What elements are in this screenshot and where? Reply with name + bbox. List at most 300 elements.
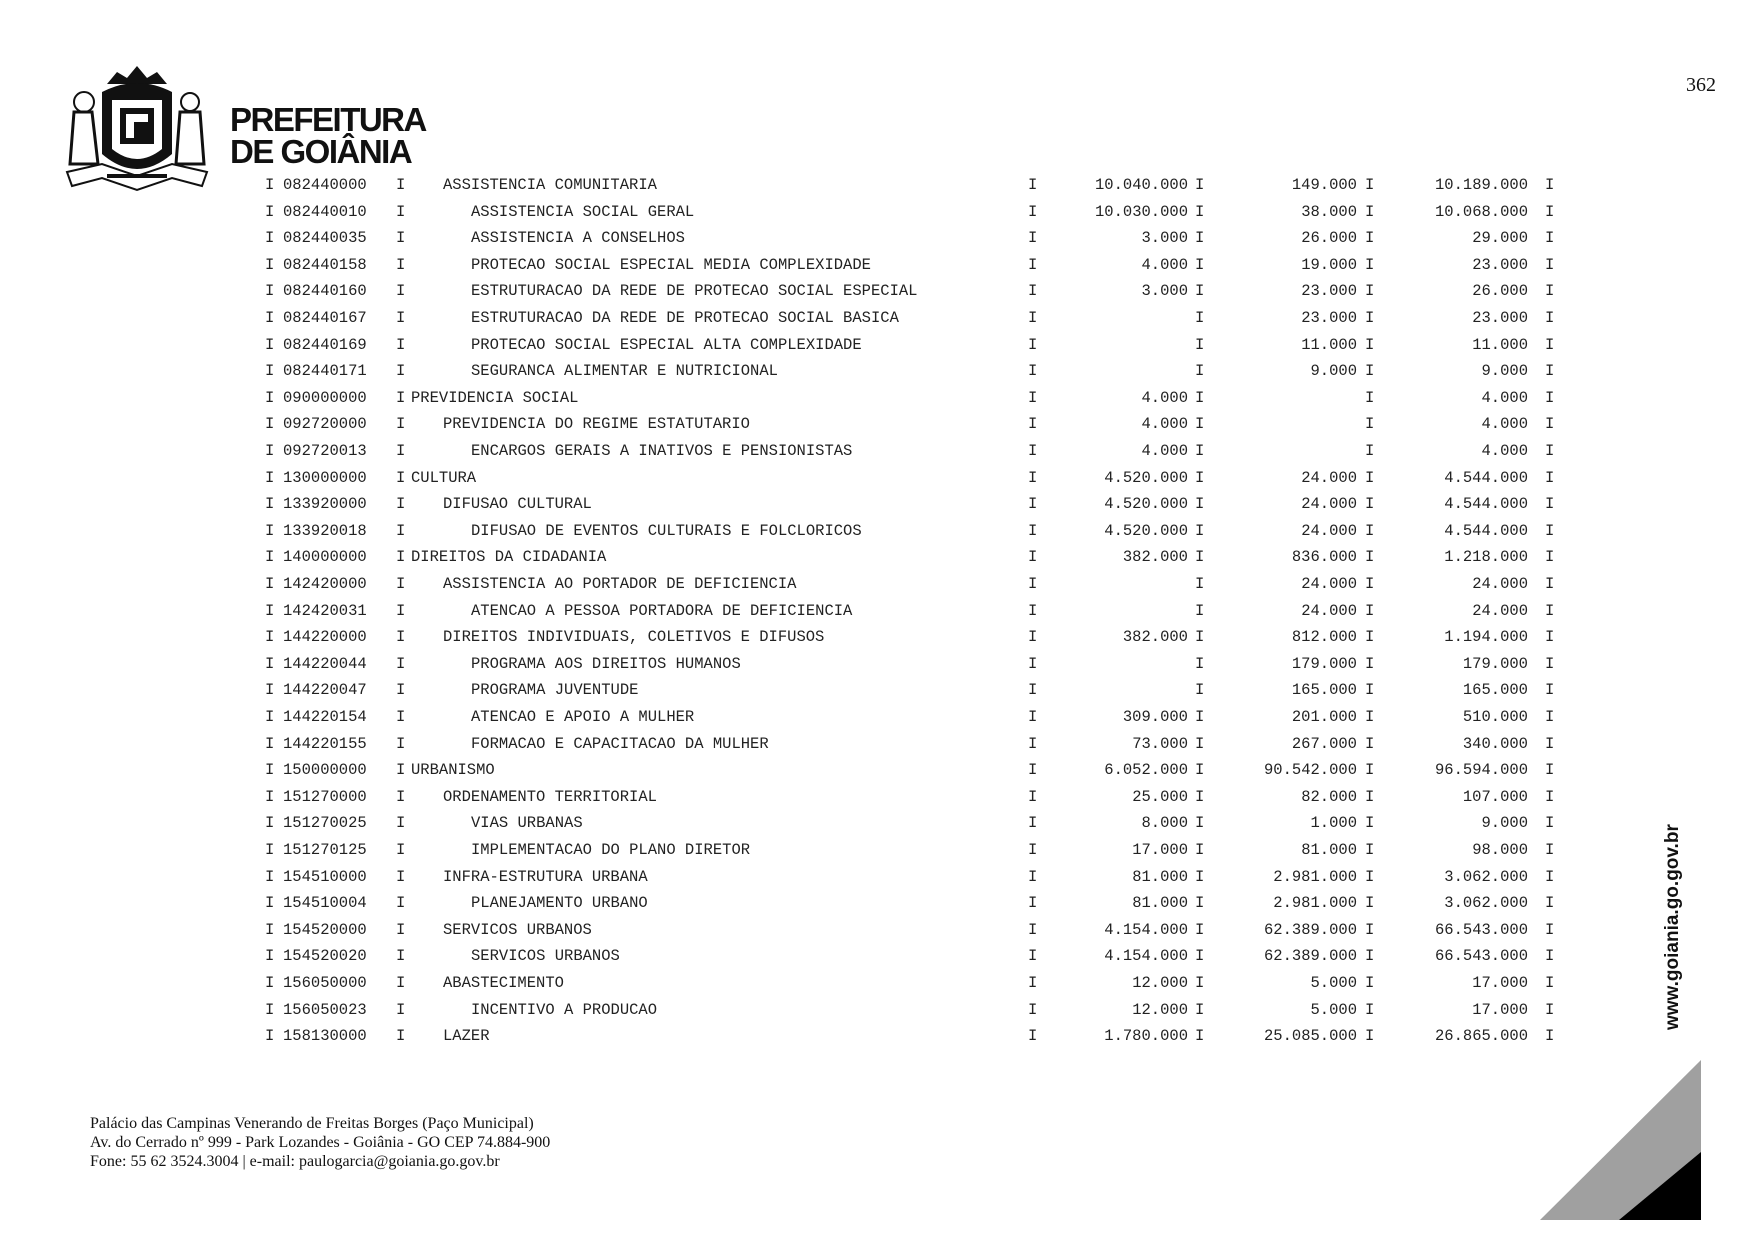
- column-separator: I: [1195, 255, 1205, 274]
- column-separator: I: [265, 468, 275, 487]
- value-initial: 382.000: [1122, 548, 1188, 567]
- column-separator: I: [396, 229, 406, 248]
- column-separator: I: [1365, 681, 1375, 700]
- column-separator: I: [396, 974, 406, 992]
- column-separator: I: [1195, 974, 1205, 992]
- value-total: 96.594.000: [1434, 761, 1528, 780]
- column-separator: I: [1028, 282, 1038, 301]
- table-row: [0, 1027, 1600, 1049]
- column-separator: I: [1365, 388, 1375, 407]
- value-initial: 309.000: [1122, 708, 1188, 726]
- column-separator: I: [1365, 282, 1375, 301]
- column-separator: I: [265, 628, 275, 647]
- column-separator: I: [1545, 681, 1555, 700]
- value-initial: 81.000: [1132, 867, 1188, 886]
- footer-address: [90, 1114, 550, 1171]
- column-separator: I: [396, 575, 406, 593]
- column-separator: I: [396, 255, 406, 274]
- value-change: 2.981.000: [1273, 867, 1357, 886]
- column-separator: I: [396, 628, 406, 647]
- value-change: 24.000: [1301, 495, 1357, 514]
- value-initial: 4.000: [1141, 415, 1188, 434]
- value-initial: 8.000: [1141, 814, 1188, 833]
- column-separator: I: [1195, 521, 1205, 540]
- column-separator: I: [1028, 176, 1038, 194]
- column-separator: I: [396, 1027, 406, 1046]
- column-separator: I: [396, 309, 406, 327]
- column-separator: I: [1545, 415, 1555, 434]
- column-separator: I: [1195, 708, 1205, 726]
- value-initial: 4.154.000: [1104, 920, 1188, 939]
- column-separator: I: [265, 867, 275, 886]
- column-separator: I: [1545, 708, 1555, 726]
- column-separator: I: [1545, 1000, 1555, 1019]
- column-separator: I: [1545, 282, 1555, 301]
- column-separator: I: [265, 309, 275, 327]
- account-code: 082440169: [283, 335, 367, 354]
- value-change: 24.000: [1301, 468, 1357, 487]
- column-separator: I: [1545, 1027, 1555, 1046]
- account-description: ESTRUTURACAO DA REDE DE PROTECAO SOCIAL ESPECIAL: [471, 282, 918, 301]
- column-separator: I: [1365, 575, 1375, 593]
- column-separator: I: [1195, 548, 1205, 567]
- value-total: 165.000: [1462, 681, 1528, 700]
- account-description: PLANEJAMENTO URBANO: [471, 894, 648, 913]
- column-separator: I: [1028, 867, 1038, 886]
- table-row: [0, 974, 1600, 996]
- column-separator: I: [396, 362, 406, 381]
- column-separator: I: [1195, 388, 1205, 407]
- account-description: PROGRAMA AOS DIREITOS HUMANOS: [471, 654, 741, 673]
- value-change: 201.000: [1291, 708, 1357, 726]
- brand-line-2: DE GOIÂNIA: [230, 133, 412, 170]
- account-description: INCENTIVO A PRODUCAO: [471, 1000, 658, 1019]
- account-code: 144220044: [283, 654, 367, 673]
- column-separator: I: [1195, 415, 1205, 434]
- column-separator: I: [1195, 681, 1205, 700]
- column-separator: I: [396, 867, 406, 886]
- column-separator: I: [1365, 495, 1375, 514]
- table-row: [0, 229, 1600, 251]
- account-description: URBANISMO: [411, 761, 495, 780]
- column-separator: I: [1545, 176, 1555, 194]
- account-description: ASSISTENCIA SOCIAL GERAL: [471, 202, 695, 221]
- column-separator: I: [265, 1000, 275, 1019]
- value-initial: 25.000: [1132, 787, 1188, 806]
- table-row: [0, 681, 1600, 703]
- column-separator: I: [1365, 202, 1375, 221]
- value-total: 4.000: [1481, 388, 1528, 407]
- column-separator: I: [1545, 229, 1555, 248]
- column-separator: I: [396, 734, 406, 753]
- column-separator: I: [1545, 309, 1555, 327]
- account-description: ORDENAMENTO TERRITORIAL: [443, 787, 657, 806]
- value-initial: 6.052.000: [1104, 761, 1188, 780]
- value-total: 66.543.000: [1434, 947, 1528, 966]
- column-separator: I: [396, 947, 406, 966]
- column-separator: I: [1545, 734, 1555, 753]
- account-code: 154520000: [283, 920, 367, 939]
- column-separator: I: [1195, 229, 1205, 248]
- value-initial: 10.030.000: [1094, 202, 1188, 221]
- table-row: [0, 947, 1600, 969]
- column-separator: I: [1195, 761, 1205, 780]
- account-code: 158130000: [283, 1027, 367, 1046]
- value-change: 24.000: [1301, 601, 1357, 620]
- table-row: [0, 1001, 1600, 1023]
- table-row: [0, 788, 1600, 810]
- value-initial: 4.520.000: [1104, 468, 1188, 487]
- column-separator: I: [1365, 920, 1375, 939]
- account-code: 144220154: [283, 708, 367, 726]
- column-separator: I: [1365, 787, 1375, 806]
- column-separator: I: [265, 601, 275, 620]
- column-separator: I: [396, 415, 406, 434]
- column-separator: I: [265, 575, 275, 593]
- value-initial: 4.000: [1141, 255, 1188, 274]
- column-separator: I: [1545, 787, 1555, 806]
- column-separator: I: [1195, 841, 1205, 859]
- side-website-url: www.goiania.go.gov.br: [1662, 824, 1683, 1030]
- table-row: [0, 921, 1600, 943]
- column-separator: I: [1365, 761, 1375, 780]
- account-description: FORMACAO E CAPACITACAO DA MULHER: [471, 734, 769, 753]
- column-separator: I: [1365, 335, 1375, 354]
- column-separator: I: [396, 654, 406, 673]
- account-description: SERVICOS URBANOS: [471, 947, 620, 966]
- account-code: 154520020: [283, 947, 367, 966]
- column-separator: I: [265, 681, 275, 700]
- column-separator: I: [265, 761, 275, 780]
- column-separator: I: [1365, 1027, 1375, 1046]
- value-initial: 3.000: [1141, 229, 1188, 248]
- table-row: [0, 575, 1600, 597]
- table-row: [0, 415, 1600, 437]
- brand-line-1: PREFEITURA: [230, 101, 426, 138]
- value-total: 23.000: [1472, 255, 1528, 274]
- column-separator: I: [1028, 734, 1038, 753]
- column-separator: I: [265, 947, 275, 966]
- value-total: 9.000: [1481, 814, 1528, 833]
- table-row: [0, 469, 1600, 491]
- column-separator: I: [1028, 814, 1038, 833]
- account-code: 142420031: [283, 601, 367, 620]
- column-separator: I: [1195, 654, 1205, 673]
- column-separator: I: [1365, 229, 1375, 248]
- column-separator: I: [1365, 415, 1375, 434]
- value-total: 179.000: [1462, 654, 1528, 673]
- value-initial: 4.000: [1141, 442, 1188, 460]
- column-separator: I: [1545, 442, 1555, 460]
- account-code: 082440167: [283, 309, 367, 327]
- column-separator: I: [396, 894, 406, 913]
- value-initial: 17.000: [1132, 841, 1188, 859]
- account-code: 133920018: [283, 521, 367, 540]
- column-separator: I: [1028, 708, 1038, 726]
- value-total: 340.000: [1462, 734, 1528, 753]
- value-change: 62.389.000: [1263, 920, 1357, 939]
- value-total: 4.544.000: [1444, 495, 1528, 514]
- column-separator: I: [1365, 1000, 1375, 1019]
- column-separator: I: [1195, 814, 1205, 833]
- account-code: 092720013: [283, 442, 367, 460]
- account-code: 092720000: [283, 415, 367, 434]
- column-separator: I: [1028, 1000, 1038, 1019]
- column-separator: I: [1028, 575, 1038, 593]
- city-coat-of-arms-logo: [62, 64, 212, 194]
- column-separator: I: [1028, 229, 1038, 248]
- account-description: ATENCAO A PESSOA PORTADORA DE DEFICIENCIA: [471, 601, 853, 620]
- column-separator: I: [396, 202, 406, 221]
- value-total: 4.000: [1481, 442, 1528, 460]
- account-description: ASSISTENCIA AO PORTADOR DE DEFICIENCIA: [443, 575, 797, 593]
- value-change: 23.000: [1301, 282, 1357, 301]
- value-change: 179.000: [1291, 654, 1357, 673]
- account-code: 130000000: [283, 468, 367, 487]
- brand-name: [230, 101, 426, 170]
- column-separator: I: [396, 442, 406, 460]
- value-total: 3.062.000: [1444, 867, 1528, 886]
- account-description: DIFUSAO DE EVENTOS CULTURAIS E FOLCLORICOS: [471, 521, 862, 540]
- value-total: 24.000: [1472, 575, 1528, 593]
- value-initial: 73.000: [1132, 734, 1188, 753]
- value-change: 90.542.000: [1263, 761, 1357, 780]
- column-separator: I: [265, 255, 275, 274]
- column-separator: I: [1545, 841, 1555, 859]
- column-separator: I: [1545, 468, 1555, 487]
- column-separator: I: [1028, 920, 1038, 939]
- value-change: 11.000: [1301, 335, 1357, 354]
- account-code: 154510000: [283, 867, 367, 886]
- column-separator: I: [1545, 388, 1555, 407]
- value-change: 1.000: [1310, 814, 1357, 833]
- column-separator: I: [1365, 814, 1375, 833]
- account-description: LAZER: [443, 1027, 490, 1046]
- account-description: SEGURANCA ALIMENTAR E NUTRICIONAL: [471, 362, 778, 381]
- column-separator: I: [1028, 388, 1038, 407]
- value-total: 10.068.000: [1434, 202, 1528, 221]
- account-description: INFRA-ESTRUTURA URBANA: [443, 867, 648, 886]
- column-separator: I: [1028, 335, 1038, 354]
- value-total: 9.000: [1481, 362, 1528, 381]
- column-separator: I: [396, 708, 406, 726]
- account-code: 133920000: [283, 495, 367, 514]
- column-separator: I: [1195, 495, 1205, 514]
- account-code: 142420000: [283, 575, 367, 593]
- value-total: 98.000: [1472, 841, 1528, 859]
- account-description: ASSISTENCIA A CONSELHOS: [471, 229, 685, 248]
- column-separator: I: [1195, 176, 1205, 194]
- value-change: 5.000: [1310, 1000, 1357, 1019]
- value-change: 149.000: [1291, 176, 1357, 194]
- value-change: 812.000: [1291, 628, 1357, 647]
- column-separator: I: [396, 388, 406, 407]
- table-row: [0, 628, 1600, 650]
- column-separator: I: [1365, 628, 1375, 647]
- column-separator: I: [265, 814, 275, 833]
- column-separator: I: [265, 229, 275, 248]
- account-code: 082440171: [283, 362, 367, 381]
- value-initial: 12.000: [1132, 974, 1188, 992]
- account-description: PROTECAO SOCIAL ESPECIAL MEDIA COMPLEXIDADE: [471, 255, 871, 274]
- column-separator: I: [396, 176, 406, 194]
- column-separator: I: [1545, 761, 1555, 780]
- column-separator: I: [1545, 894, 1555, 913]
- account-description: DIREITOS INDIVIDUAIS, COLETIVOS E DIFUSOS: [443, 628, 825, 647]
- column-separator: I: [265, 920, 275, 939]
- value-change: 24.000: [1301, 521, 1357, 540]
- account-code: 154510004: [283, 894, 367, 913]
- column-separator: I: [1365, 841, 1375, 859]
- column-separator: I: [265, 176, 275, 194]
- column-separator: I: [1028, 841, 1038, 859]
- account-code: 144220155: [283, 734, 367, 753]
- account-description: SERVICOS URBANOS: [443, 920, 592, 939]
- table-row: [0, 203, 1600, 225]
- column-separator: I: [1545, 202, 1555, 221]
- column-separator: I: [396, 761, 406, 780]
- column-separator: I: [1365, 734, 1375, 753]
- column-separator: I: [1028, 442, 1038, 460]
- account-description: IMPLEMENTACAO DO PLANO DIRETOR: [471, 841, 751, 859]
- column-separator: I: [265, 1027, 275, 1046]
- column-separator: I: [1028, 681, 1038, 700]
- column-separator: I: [265, 521, 275, 540]
- column-separator: I: [396, 521, 406, 540]
- value-change: 836.000: [1291, 548, 1357, 567]
- value-change: 165.000: [1291, 681, 1357, 700]
- account-code: 082440160: [283, 282, 367, 301]
- column-separator: I: [1365, 974, 1375, 992]
- column-separator: I: [1028, 654, 1038, 673]
- value-change: 62.389.000: [1263, 947, 1357, 966]
- column-separator: I: [1028, 974, 1038, 992]
- account-code: 090000000: [283, 388, 367, 407]
- column-separator: I: [1195, 575, 1205, 593]
- account-description: VIAS URBANAS: [471, 814, 583, 833]
- table-row: [0, 655, 1600, 677]
- value-initial: 12.000: [1132, 1000, 1188, 1019]
- value-change: 81.000: [1301, 841, 1357, 859]
- value-initial: 4.154.000: [1104, 947, 1188, 966]
- value-total: 17.000: [1472, 974, 1528, 992]
- value-total: 4.000: [1481, 415, 1528, 434]
- column-separator: I: [1365, 468, 1375, 487]
- column-separator: I: [396, 920, 406, 939]
- account-description: PREVIDENCIA SOCIAL: [411, 388, 579, 407]
- column-separator: I: [265, 362, 275, 381]
- column-separator: I: [1545, 548, 1555, 567]
- column-separator: I: [1028, 628, 1038, 647]
- account-description: ASSISTENCIA COMUNITARIA: [443, 176, 657, 194]
- column-separator: I: [1028, 548, 1038, 567]
- column-separator: I: [1545, 255, 1555, 274]
- value-total: 4.544.000: [1444, 468, 1528, 487]
- account-code: 151270025: [283, 814, 367, 833]
- account-description: PREVIDENCIA DO REGIME ESTATUTARIO: [443, 415, 750, 434]
- column-separator: I: [1028, 601, 1038, 620]
- account-description: ABASTECIMENTO: [443, 974, 564, 992]
- column-separator: I: [1545, 601, 1555, 620]
- account-code: 151270000: [283, 787, 367, 806]
- value-total: 24.000: [1472, 601, 1528, 620]
- account-description: PROGRAMA JUVENTUDE: [471, 681, 639, 700]
- account-code: 144220000: [283, 628, 367, 647]
- value-change: 9.000: [1310, 362, 1357, 381]
- table-row: [0, 894, 1600, 916]
- column-separator: I: [1545, 362, 1555, 381]
- table-row: [0, 548, 1600, 570]
- column-separator: I: [1365, 708, 1375, 726]
- column-separator: I: [265, 388, 275, 407]
- column-separator: I: [1365, 255, 1375, 274]
- column-separator: I: [1028, 521, 1038, 540]
- column-separator: I: [1365, 521, 1375, 540]
- table-row: [0, 868, 1600, 890]
- column-separator: I: [1365, 601, 1375, 620]
- value-total: 510.000: [1462, 708, 1528, 726]
- column-separator: I: [1028, 761, 1038, 780]
- column-separator: I: [1195, 628, 1205, 647]
- column-separator: I: [1195, 468, 1205, 487]
- column-separator: I: [265, 787, 275, 806]
- value-initial: 4.520.000: [1104, 495, 1188, 514]
- column-separator: I: [1195, 1000, 1205, 1019]
- column-separator: I: [265, 708, 275, 726]
- column-separator: I: [1028, 787, 1038, 806]
- value-change: 82.000: [1301, 787, 1357, 806]
- value-change: 38.000: [1301, 202, 1357, 221]
- value-total: 4.544.000: [1444, 521, 1528, 540]
- value-initial: 3.000: [1141, 282, 1188, 301]
- column-separator: I: [396, 335, 406, 354]
- column-separator: I: [1195, 309, 1205, 327]
- account-code: 082440158: [283, 255, 367, 274]
- column-separator: I: [1195, 202, 1205, 221]
- column-separator: I: [396, 1000, 406, 1019]
- column-separator: I: [265, 415, 275, 434]
- value-initial: 1.780.000: [1104, 1027, 1188, 1046]
- column-separator: I: [396, 495, 406, 514]
- table-row: [0, 282, 1600, 304]
- column-separator: I: [1028, 415, 1038, 434]
- column-separator: I: [265, 282, 275, 301]
- column-separator: I: [1028, 495, 1038, 514]
- account-code: 156050000: [283, 974, 367, 992]
- column-separator: I: [1365, 548, 1375, 567]
- value-change: 25.085.000: [1263, 1027, 1357, 1046]
- column-separator: I: [1365, 309, 1375, 327]
- table-row: [0, 814, 1600, 836]
- table-row: [0, 256, 1600, 278]
- column-separator: I: [1195, 920, 1205, 939]
- value-total: 29.000: [1472, 229, 1528, 248]
- column-separator: I: [1365, 176, 1375, 194]
- value-total: 107.000: [1462, 787, 1528, 806]
- column-separator: I: [1028, 947, 1038, 966]
- column-separator: I: [1545, 628, 1555, 647]
- value-change: 24.000: [1301, 575, 1357, 593]
- table-row: [0, 336, 1600, 358]
- table-row: [0, 309, 1600, 331]
- column-separator: I: [1545, 974, 1555, 992]
- column-separator: I: [1195, 282, 1205, 301]
- account-code: 140000000: [283, 548, 367, 567]
- account-description: PROTECAO SOCIAL ESPECIAL ALTA COMPLEXIDADE: [471, 335, 862, 354]
- column-separator: I: [396, 841, 406, 859]
- account-code: 150000000: [283, 761, 367, 780]
- value-total: 1.218.000: [1444, 548, 1528, 567]
